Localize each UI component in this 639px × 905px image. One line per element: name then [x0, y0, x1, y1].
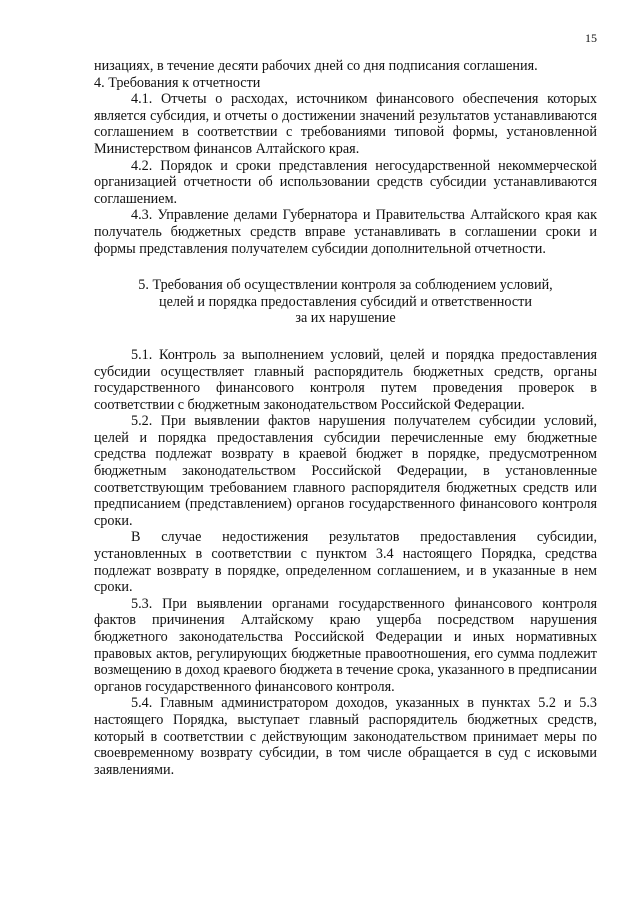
paragraph-4-2: 4.2. Порядок и сроки представления негосударственной некоммерческой организацией отчетности об использовании средств субсидии устанавливаются соглашением. — [94, 157, 597, 207]
section-4-heading: 4. Требования к отчетности — [94, 74, 261, 91]
paragraph-5-4: 5.4. Главным администратором доходов, указанных в пунктах 5.2 и 5.3 настоящего Порядка, выступает главный распорядитель бюджетных средств, который в соответствии с действующим законодательством принимает меры по своевременному возврату субсидии, в том числе обращается в суд с исковыми заявлениями. — [94, 695, 597, 778]
page-number: 15 — [585, 31, 597, 45]
intro-paragraph: низациях, в течение десяти рабочих дней со дня подписания соглашения. — [94, 58, 538, 74]
paragraph-5-1: 5.1. Контроль за выполнением условий, целей и порядка предоставления субсидии осуществляет главный распорядитель бюджетных средств, органы государственного финансового контроля путем проведения проверок в соответствии с бюджетным законодательством Российской Федерации. — [94, 346, 597, 413]
paragraph-5-2-continued: В случае недостижения результатов предоставления субсидии, установленных в соответствии с пунктом 3.4 настоящего Порядка, средства подлежат возврату в порядке, определенном соглашением, и в указанные в нем сроки. — [94, 529, 597, 596]
section-5-heading-line: целей и порядка предоставления субсидий и ответственности — [159, 293, 532, 310]
section-5-heading-line: за их нарушение — [295, 310, 396, 327]
section-5-heading-line: 5. Требования об осуществлении контроля за соблюдением условий, — [138, 277, 553, 294]
document-body — [94, 58, 597, 778]
paragraph-4-3: 4.3. Управление делами Губернатора и Правительства Алтайского края как получатель бюджетных средств вправе устанавливать в соглашении сроки и формы представления получателем субсидии дополнительной отчетности. — [94, 207, 597, 257]
section-5-heading — [94, 277, 597, 327]
paragraph-5-3: 5.3. При выявлении органами государственного финансового контроля фактов причинения Алтайскому краю ущерба посредством нарушения бюджетного законодательства Российской Федерации и иных нормативных правовых актов, регулирующих бюджетные правоотношения, его сумма подлежит возмещению в доход краевого бюджета в течение срока, указанного в предписании органов государственного финансового контроля. — [94, 595, 597, 695]
paragraph-4-1: 4.1. Отчеты о расходах, источником финансового обеспечения которых является субсидия, и отчеты о достижении значений результатов устанавливаются соглашением в соответствии с требованиями типовой формы, установленной Министерством финансов Алтайского края. — [94, 91, 597, 157]
paragraph-5-2: 5.2. При выявлении фактов нарушения получателем субсидии условий, целей и порядка предоставления субсидии перечисленные ему бюджетные средства подлежат возврату в краевой бюджет в порядке, предусмотренном бюджетным законодательством Российской Федерации, в установленные соответствующим требованием главного распорядителя бюджетных средств или предписанием (представлением) органов государственного финансового контроля сроки. — [94, 413, 597, 529]
